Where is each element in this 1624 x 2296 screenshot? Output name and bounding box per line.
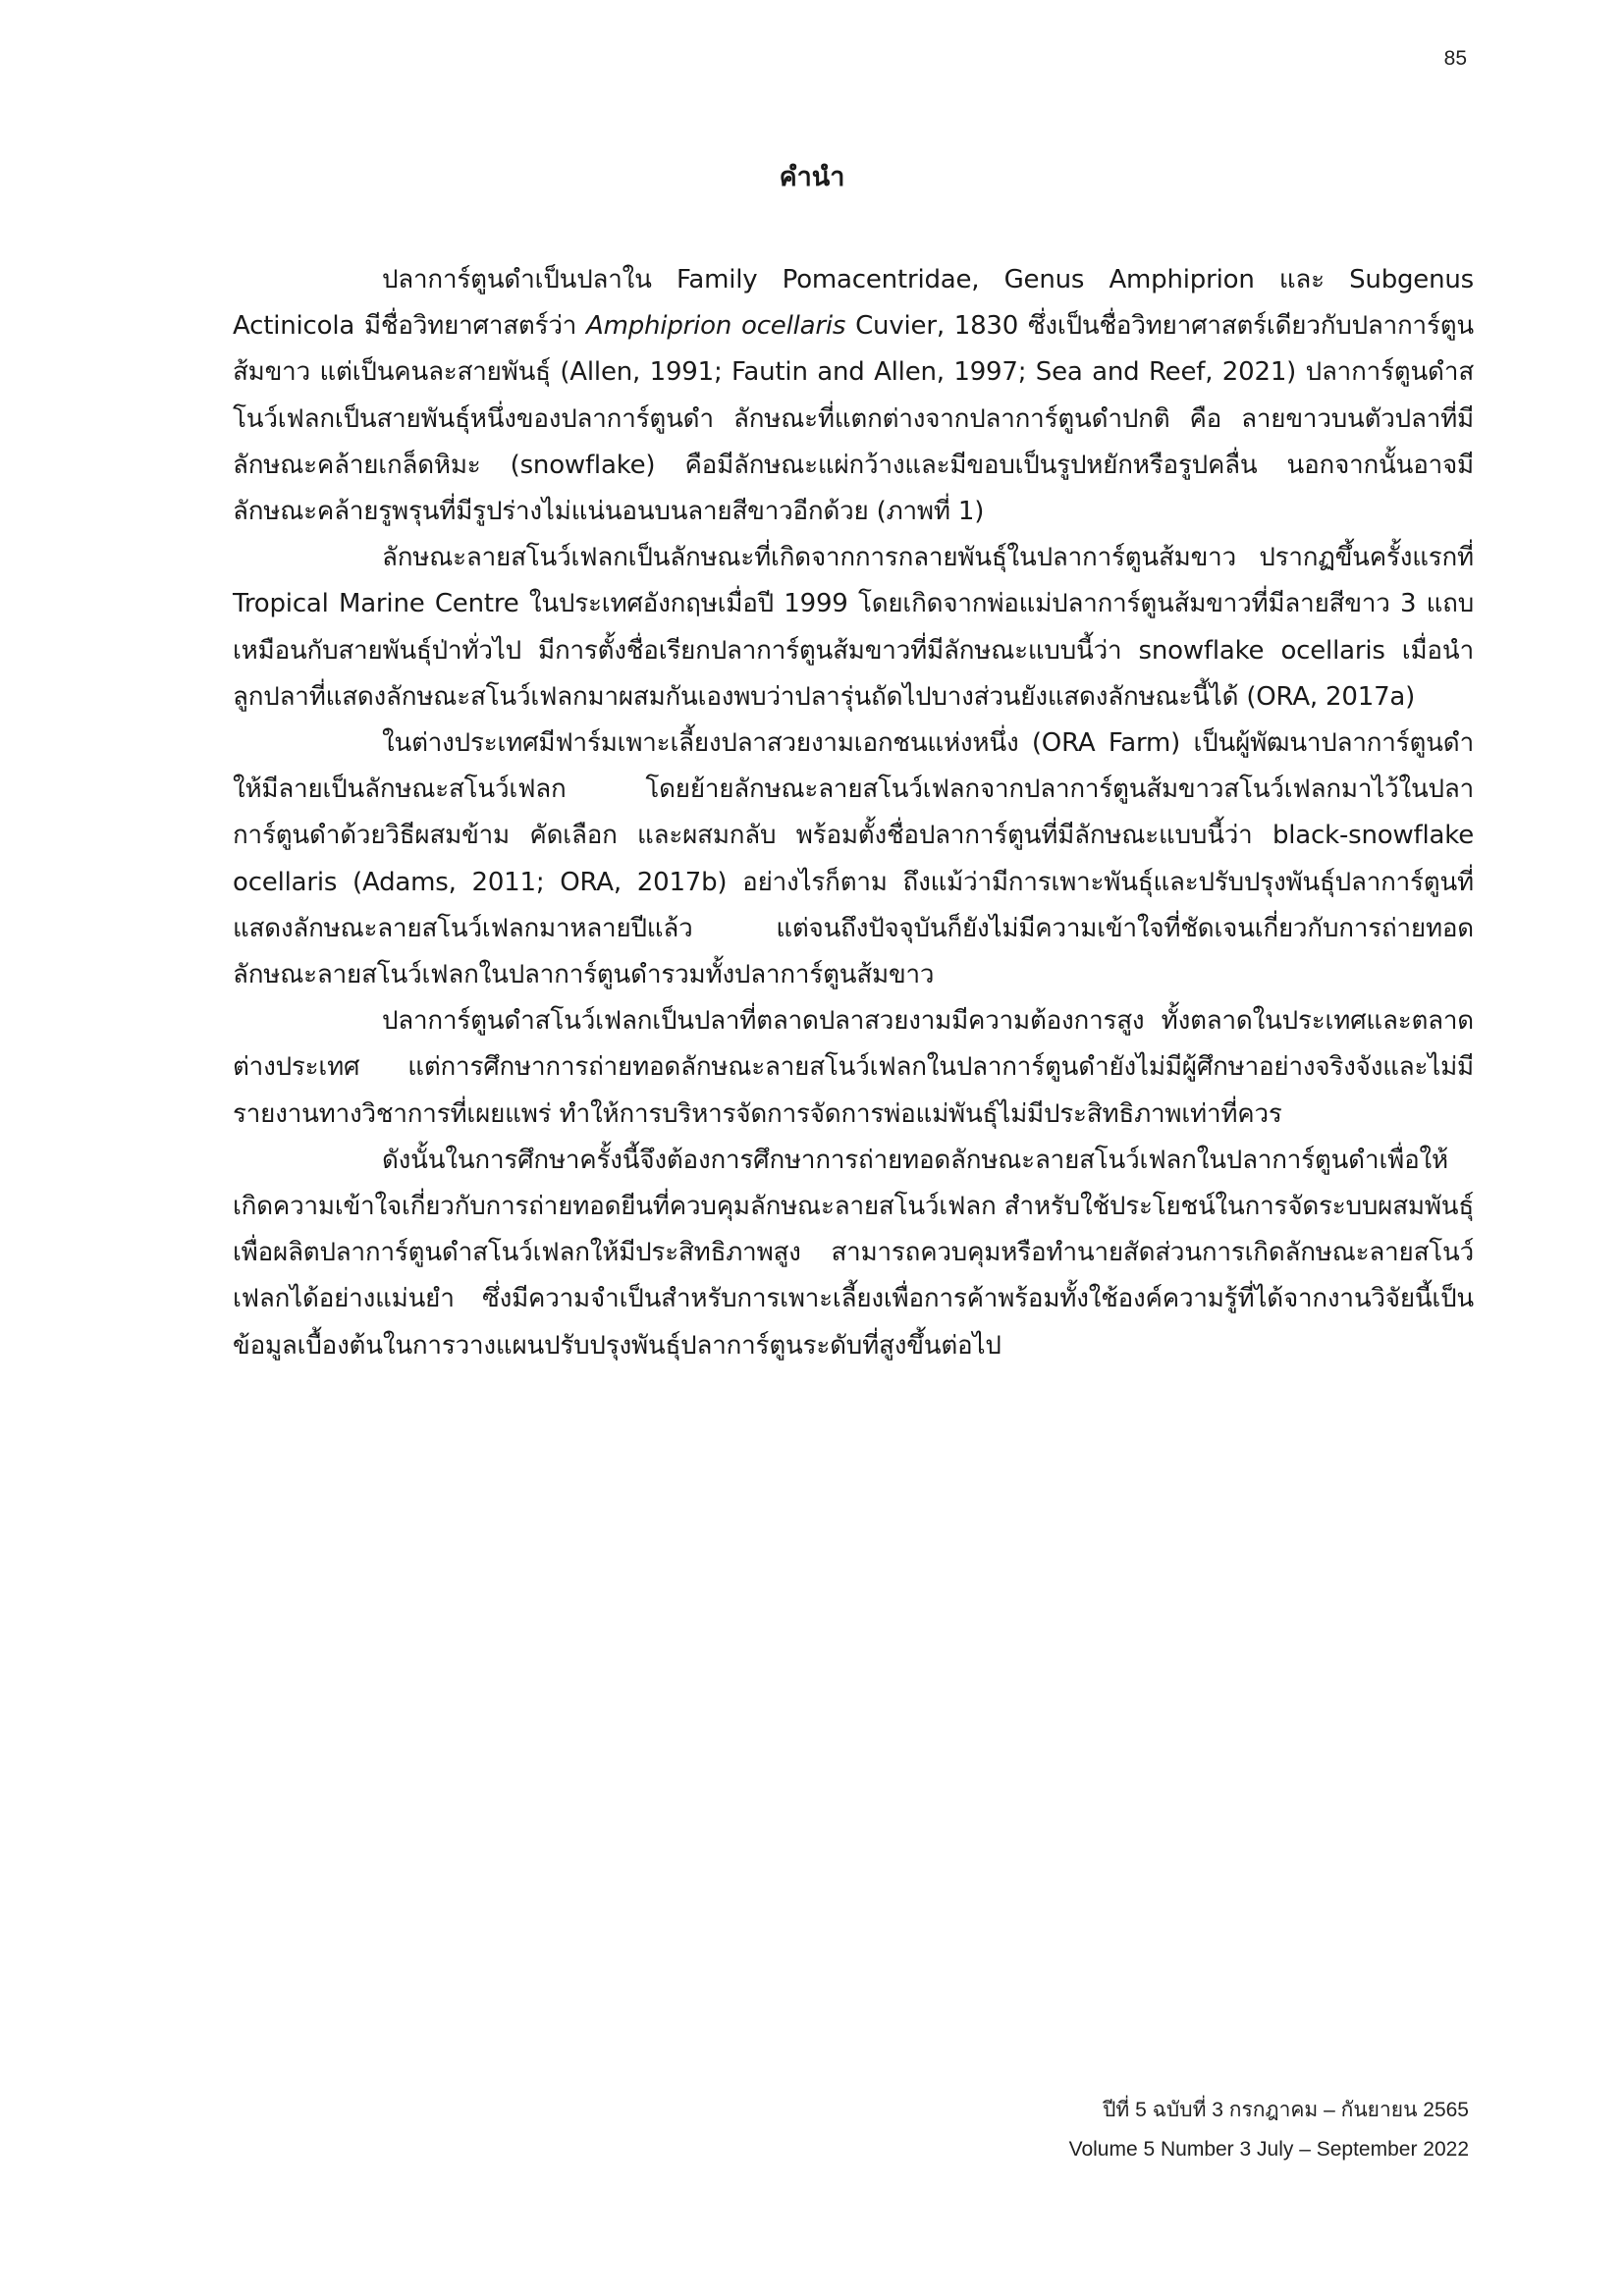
paragraph-5: ดังนั้นในการศึกษาครั้งนี้จึงต้องการศึกษาการถ่ายทอดลักษณะลายสโนว์เฟลกในปลาการ์ตูนดำเพื่อให้เกิดความเข้าใจเกี่ยวกับการถ่ายทอดยีนที่ควบคุมลักษณะลายสโนว์เฟลก สำหรับใช้ประโยชน์ในการจัดระบบผสมพันธุ์เพื่อผลิตปลาการ์ตูนดำสโนว์เฟลกให้มีประสิทธิภาพสูง สามารถควบคุมหรือทำนายสัดส่วนการเกิดลักษณะลายสโนว์เฟลกได้อย่างแม่นยำ ซึ่งมีความจำเป็นสำหรับการเพาะเลี้ยงเพื่อการค้าพร้อมทั้งใช้องค์ความรู้ที่ได้จากงานวิจัยนี้เป็นข้อมูลเบื้องต้นในการวางแผนปรับปรุงพันธุ์ปลาการ์ตูนระดับที่สูงขึ้นต่อไป: [233, 1145, 1474, 1361]
journal-footer: [1069, 2091, 1469, 2169]
footer-thai: ปีที่ 5 ฉบับที่ 3 กรกฎาคม – กันยายน 2565: [1103, 2099, 1469, 2121]
section-heading: คำนำ: [779, 162, 845, 192]
paragraph-2: ลักษณะลายสโนว์เฟลกเป็นลักษณะที่เกิดจากการกลายพันธุ์ในปลาการ์ตูนส้มขาว ปรากฏขึ้นครั้งแรกที่ Tropical Marine Centre ในประเทศอังกฤษเมื่อปี 1999 โดยเกิดจากพ่อแม่ปลาการ์ตูนส้มขาวที่มีลายสีขาว 3 แถบเหมือนกับสายพันธุ์ป่าทั่วไป มีการตั้งชื่อเรียกปลาการ์ตูนส้มขาวที่มีลักษณะแบบนี้ว่า snowflake ocellaris เมื่อนำลูกปลาที่แสดงลักษณะสโนว์เฟลกมาผสมกันเองพบว่าปลารุ่นถัดไปบางส่วนยังแสดงลักษณะนี้ได้ (ORA, 2017a): [233, 543, 1474, 712]
scientific-name: Amphiprion ocellaris: [586, 311, 846, 342]
paragraph-1-lead: ปลาการ์ตูนดำเป็นปลาใน Family Pomacentridae, Genus Amphiprion และ Subgenus Actinicola มีชื่อวิทยาศาสตร์ว่า: [233, 265, 1474, 342]
paragraph-1-rest: Cuvier, 1830 ซึ่งเป็นชื่อวิทยาศาสตร์เดียวกับปลาการ์ตูนส้มขาว แต่เป็นคนละสายพันธุ์ (Allen, 1991; Fautin and Allen, 1997; Sea and Reef, 2021) ปลาการ์ตูนดำสโนว์เฟลกเป็นสายพันธุ์หนึ่งของปลาการ์ตูนดำ ลักษณะที่แตกต่างจากปลาการ์ตูนดำปกติ คือ ลายขาวบนตัวปลาที่มีลักษณะคล้ายเกล็ดหิมะ (snowflake) คือมีลักษณะแผ่กว้างและมีขอบเป็นรูปหยักหรือรูปคลื่น นอกจากนั้นอาจมีลักษณะคล้ายรูพรุนที่มีรูปร่างไม่แน่นอนบนลายสีขาวอีกด้วย (ภาพที่ 1): [233, 311, 1474, 527]
body-text: [233, 257, 1474, 1369]
footer-english: Volume 5 Number 3 July – September 2022: [1068, 2138, 1469, 2161]
paragraph-3: ในต่างประเทศมีฟาร์มเพาะเลี้ยงปลาสวยงามเอกชนแห่งหนึ่ง (ORA Farm) เป็นผู้พัฒนาปลาการ์ตูนดำให้มีลายเป็นลักษณะสโนว์เฟลก โดยย้ายลักษณะลายสโนว์เฟลกจากปลาการ์ตูนส้มขาวสโนว์เฟลกมาไว้ในปลาการ์ตูนดำด้วยวิธีผสมข้าม คัดเลือก และผสมกลับ พร้อมตั้งชื่อปลาการ์ตูนที่มีลักษณะแบบนี้ว่า black-snowflake ocellaris (Adams, 2011; ORA, 2017b) อย่างไรก็ตาม ถึงแม้ว่ามีการเพาะพันธุ์และปรับปรุงพันธุ์ปลาการ์ตูนที่แสดงลักษณะลายสโนว์เฟลกมาหลายปีแล้ว แต่จนถึงปัจจุบันก็ยังไม่มีความเข้าใจที่ชัดเจนเกี่ยวกับการถ่ายทอดลักษณะลายสโนว์เฟลกในปลาการ์ตูนดำรวมทั้งปลาการ์ตูนส้มขาว: [233, 728, 1474, 990]
paragraph-1: [233, 257, 1474, 535]
page-number: 85: [1443, 47, 1467, 70]
paragraph-4: ปลาการ์ตูนดำสโนว์เฟลกเป็นปลาที่ตลาดปลาสวยงามมีความต้องการสูง ทั้งตลาดในประเทศและตลาดต่างประเทศ แต่การศึกษาการถ่ายทอดลักษณะลายสโนว์เฟลกในปลาการ์ตูนดำยังไม่มีผู้ศึกษาอย่างจริงจังและไม่มีรายงานทางวิชาการที่เผยแพร่ ทำให้การบริหารจัดการจัดการพ่อแม่พันธุ์ไม่มีประสิทธิภาพเท่าที่ควร: [233, 1006, 1474, 1129]
